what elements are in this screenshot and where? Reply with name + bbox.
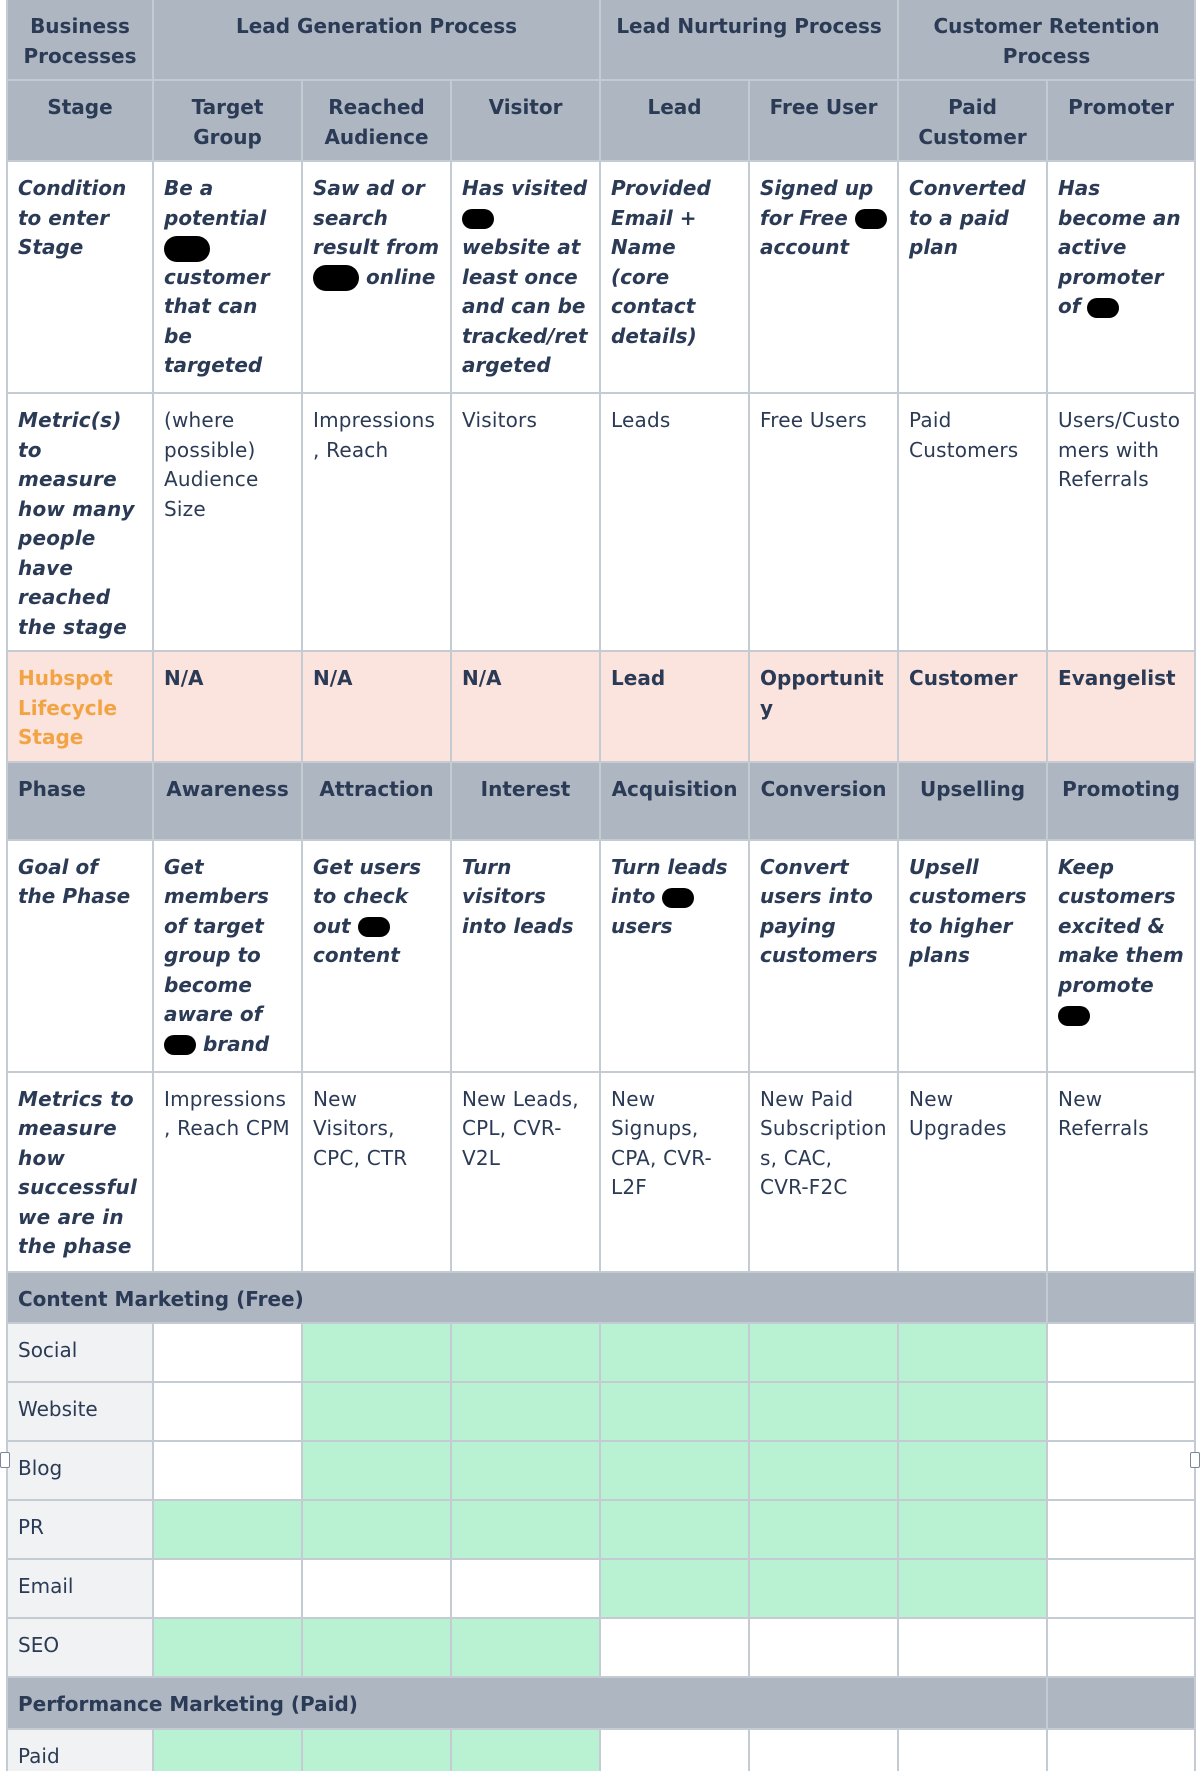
channel-cell [302, 1729, 451, 1771]
goal-cell: Get members of target group to become aware of brand [153, 840, 302, 1072]
channel-cell [898, 1559, 1047, 1618]
channel-cell [451, 1323, 600, 1382]
phase-label: Phase [7, 762, 153, 840]
phase-promoting: Promoting [1047, 762, 1195, 840]
content-marketing-section [7, 1272, 1195, 1324]
redacted-mark [855, 209, 887, 229]
channel-cell [302, 1382, 451, 1441]
channel-label: SEO [7, 1618, 153, 1677]
metrics-stage-cell: Free Users [749, 393, 898, 651]
stage-reached-audience: Reached Audience [302, 80, 451, 161]
condition-cell: Signed up for Free account [749, 161, 898, 393]
metrics-stage-label: Metric(s) to measure how many people have reached the stage [7, 393, 153, 651]
metrics-phase-cell: New Visitors, CPC, CTR [302, 1072, 451, 1272]
channel-cell [451, 1559, 600, 1618]
channel-cell [153, 1441, 302, 1500]
stage-lead: Lead [600, 80, 749, 161]
metrics-phase-cell: New Referrals [1047, 1072, 1195, 1272]
metrics-stage-cell: Users/Customers with Referrals [1047, 393, 1195, 651]
channel-cell [898, 1729, 1047, 1771]
performance-marketing-section [7, 1677, 1195, 1729]
phase-row [7, 762, 1195, 840]
channel-row [7, 1729, 1195, 1771]
channel-cell [153, 1559, 302, 1618]
condition-cell: Be a potential customer that can be targeted [153, 161, 302, 393]
goal-cell: Keep customers excited & make them promote [1047, 840, 1195, 1072]
channel-cell [1047, 1618, 1195, 1677]
process-header-row [7, 0, 1195, 80]
channel-cell [898, 1500, 1047, 1559]
hubspot-cell: Customer [898, 651, 1047, 762]
channel-label: Website [7, 1382, 153, 1441]
stage-label: Stage [7, 80, 153, 161]
channel-label: Blog [7, 1441, 153, 1500]
channel-label: Email [7, 1559, 153, 1618]
channel-cell [1047, 1441, 1195, 1500]
hubspot-label: Hubspot Lifecycle Stage [7, 651, 153, 762]
goal-cell: Convert users into paying customers [749, 840, 898, 1072]
channel-cell [451, 1618, 600, 1677]
lead-nurturing-header: Lead Nurturing Process [600, 0, 898, 80]
channel-cell [600, 1441, 749, 1500]
phase-awareness: Awareness [153, 762, 302, 840]
stage-row [7, 80, 1195, 161]
goal-cell: Upsell customers to higher plans [898, 840, 1047, 1072]
metrics-stage-cell: Paid Customers [898, 393, 1047, 651]
channel-cell [302, 1500, 451, 1559]
goal-cell: Get users to check out content [302, 840, 451, 1072]
condition-cell: Converted to a paid plan [898, 161, 1047, 393]
hubspot-cell: N/A [451, 651, 600, 762]
hubspot-cell: Lead [600, 651, 749, 762]
channel-cell [600, 1559, 749, 1618]
channel-cell [749, 1559, 898, 1618]
channel-cell [749, 1441, 898, 1500]
redacted-mark [164, 1035, 196, 1055]
channel-cell [451, 1441, 600, 1500]
metrics-stage-cell: Impressions, Reach [302, 393, 451, 651]
channel-cell [153, 1323, 302, 1382]
redacted-mark [462, 209, 494, 229]
channel-cell [600, 1323, 749, 1382]
business-processes-header: Business Processes [7, 0, 153, 80]
metrics-stage-row [7, 393, 1195, 651]
section-spacer [1047, 1677, 1195, 1729]
channel-cell [749, 1382, 898, 1441]
customer-retention-header: Customer Retention Process [898, 0, 1195, 80]
channel-cell [153, 1382, 302, 1441]
goal-cell: Turn visitors into leads [451, 840, 600, 1072]
phase-attraction: Attraction [302, 762, 451, 840]
condition-cell: Has become an active promoter of [1047, 161, 1195, 393]
goal-cell: Turn leads into users [600, 840, 749, 1072]
condition-cell: Provided Email + Name (core contact details) [600, 161, 749, 393]
metrics-phase-label: Metrics to measure how successful we are in the phase [7, 1072, 153, 1272]
resize-handle-right[interactable] [1190, 1452, 1200, 1468]
channel-cell [302, 1559, 451, 1618]
channel-cell [749, 1729, 898, 1771]
condition-cell: Saw ad or search result from online [302, 161, 451, 393]
hubspot-cell: Opportunity [749, 651, 898, 762]
hubspot-cell: N/A [302, 651, 451, 762]
redacted-mark [164, 236, 210, 262]
section-spacer [1047, 1272, 1195, 1324]
condition-row [7, 161, 1195, 393]
metrics-phase-cell: New Paid Subscriptions, CAC, CVR-F2C [749, 1072, 898, 1272]
redacted-mark [1087, 298, 1119, 318]
metrics-phase-cell: New Signups, CPA, CVR-L2F [600, 1072, 749, 1272]
channel-row [7, 1441, 1195, 1500]
channel-cell [1047, 1323, 1195, 1382]
stage-visitor: Visitor [451, 80, 600, 161]
hubspot-cell: N/A [153, 651, 302, 762]
channel-cell [898, 1618, 1047, 1677]
channel-cell [451, 1729, 600, 1771]
channel-cell [600, 1729, 749, 1771]
channel-row [7, 1382, 1195, 1441]
channel-cell [898, 1441, 1047, 1500]
channel-cell [451, 1382, 600, 1441]
channel-cell [898, 1323, 1047, 1382]
resize-handle-left[interactable] [0, 1452, 10, 1468]
lead-generation-header: Lead Generation Process [153, 0, 600, 80]
condition-label: Condition to enter Stage [7, 161, 153, 393]
channel-row [7, 1559, 1195, 1618]
metrics-phase-cell: Impressions, Reach CPM [153, 1072, 302, 1272]
channel-label: PR [7, 1500, 153, 1559]
channel-row [7, 1500, 1195, 1559]
content-marketing-title: Content Marketing (Free) [7, 1272, 1047, 1324]
phase-acquisition: Acquisition [600, 762, 749, 840]
channel-label: Paid [7, 1729, 153, 1771]
channel-cell [749, 1323, 898, 1382]
redacted-mark [313, 265, 359, 291]
stage-target-group: Target Group [153, 80, 302, 161]
stage-paid-customer: Paid Customer [898, 80, 1047, 161]
channel-cell [153, 1500, 302, 1559]
goal-label: Goal of the Phase [7, 840, 153, 1072]
redacted-mark [358, 917, 390, 937]
channel-cell [302, 1618, 451, 1677]
channel-row [7, 1323, 1195, 1382]
hubspot-row [7, 651, 1195, 762]
channel-cell [302, 1323, 451, 1382]
channel-cell [600, 1618, 749, 1677]
channel-cell [1047, 1559, 1195, 1618]
channel-cell [600, 1382, 749, 1441]
channel-cell [749, 1618, 898, 1677]
phase-conversion: Conversion [749, 762, 898, 840]
channel-cell [302, 1441, 451, 1500]
goal-row [7, 840, 1195, 1072]
metrics-stage-cell: Leads [600, 393, 749, 651]
channel-label: Social [7, 1323, 153, 1382]
metrics-phase-cell: New Upgrades [898, 1072, 1047, 1272]
channel-cell [153, 1729, 302, 1771]
stage-free-user: Free User [749, 80, 898, 161]
hubspot-cell: Evangelist [1047, 651, 1195, 762]
channel-cell [600, 1500, 749, 1559]
phase-upselling: Upselling [898, 762, 1047, 840]
channel-cell [153, 1618, 302, 1677]
condition-cell: Has visited website at least once and can be tracked/retargeted [451, 161, 600, 393]
redacted-mark [662, 888, 694, 908]
phase-interest: Interest [451, 762, 600, 840]
channel-cell [898, 1382, 1047, 1441]
stage-promoter: Promoter [1047, 80, 1195, 161]
redacted-mark [1058, 1006, 1090, 1026]
performance-marketing-title: Performance Marketing (Paid) [7, 1677, 1047, 1729]
channel-cell [1047, 1729, 1195, 1771]
channel-cell [1047, 1500, 1195, 1559]
channel-cell [749, 1500, 898, 1559]
funnel-table [6, 0, 1196, 1771]
metrics-stage-cell: (where possible) Audience Size [153, 393, 302, 651]
channel-cell [1047, 1382, 1195, 1441]
channel-cell [451, 1500, 600, 1559]
channel-row [7, 1618, 1195, 1677]
metrics-phase-row [7, 1072, 1195, 1272]
metrics-phase-cell: New Leads, CPL, CVR-V2L [451, 1072, 600, 1272]
metrics-stage-cell: Visitors [451, 393, 600, 651]
